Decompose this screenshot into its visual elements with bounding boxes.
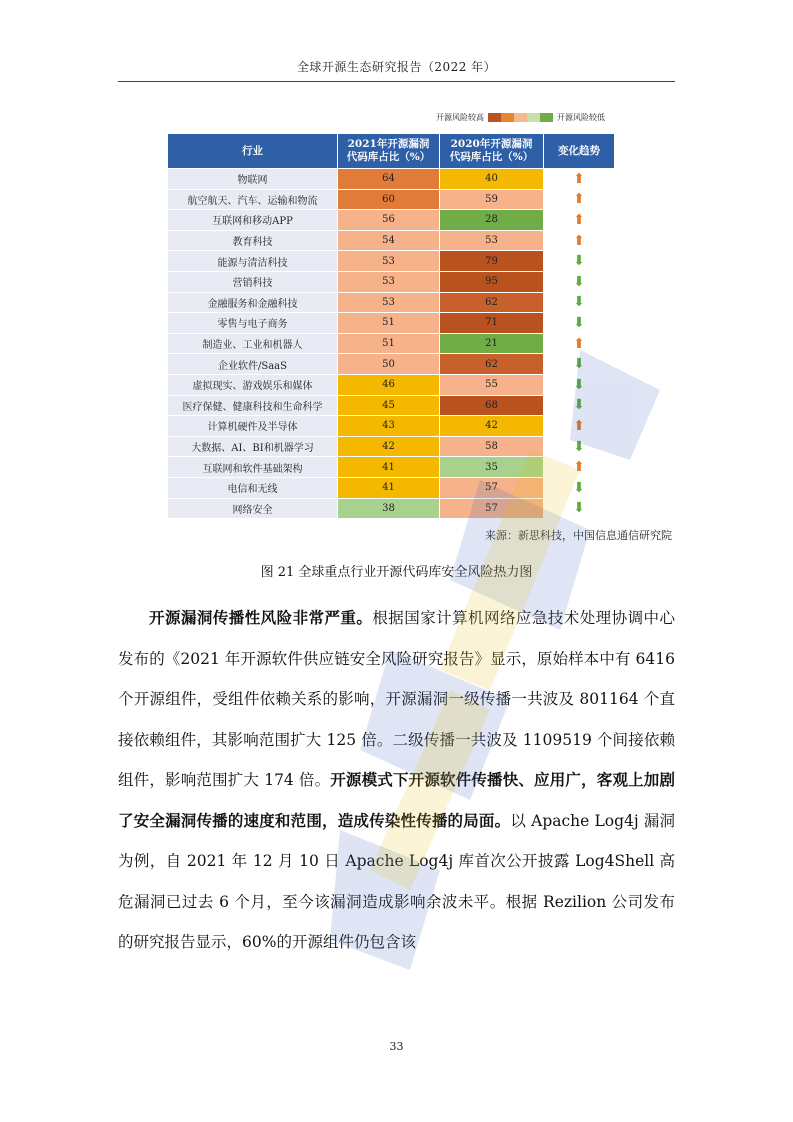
trend-cell bbox=[544, 313, 615, 334]
value-2020-cell: 53 bbox=[440, 230, 544, 251]
paragraph-text: 根据国家计算机网络应急技术处理协调中心发布的《2021 年开源软件供应链安全风险研究报告》显示，原始样本中有 6416 个开源组件，受组件依赖关系的影响，开源漏洞一级传播一共波及 801164 个直接依赖组件，其影响范围扩大 125 倍。二级传播一共波及 1109519 个间接依赖组件，影响范围扩大 174 倍。 bbox=[118, 609, 675, 789]
bold-lead: 开源漏洞传播性风险非常严重。 bbox=[149, 609, 373, 627]
page-number: 33 bbox=[389, 1040, 404, 1053]
industry-cell: 互联网和软件基础架构 bbox=[168, 457, 338, 478]
industry-cell: 航空航天、汽车、运输和物流 bbox=[168, 189, 338, 210]
value-2021-cell: 42 bbox=[338, 436, 440, 457]
trend-cell bbox=[544, 271, 615, 292]
trend-cell bbox=[544, 230, 615, 251]
arrow-down-icon: ⬇ bbox=[573, 438, 585, 455]
legend-swatch bbox=[540, 113, 553, 122]
trend-cell bbox=[544, 189, 615, 210]
header-2020-line1: 2020年开源漏洞 bbox=[450, 138, 533, 150]
value-2021-cell: 64 bbox=[338, 169, 440, 190]
value-2021-cell: 38 bbox=[338, 498, 440, 519]
figure-caption: 图 21 全球重点行业开源代码库安全风险热力图 bbox=[260, 565, 533, 580]
value-2021-cell: 53 bbox=[338, 271, 440, 292]
trend-cell bbox=[544, 354, 615, 375]
value-2021-cell: 50 bbox=[338, 354, 440, 375]
value-2020-cell: 28 bbox=[440, 210, 544, 231]
header-2021-line2: 代码库占比（%） bbox=[346, 151, 431, 163]
table-row bbox=[168, 333, 615, 354]
trend-cell bbox=[544, 416, 615, 437]
value-2020-cell: 21 bbox=[440, 333, 544, 354]
trend-cell bbox=[544, 333, 615, 354]
table-row bbox=[168, 169, 615, 190]
table-row bbox=[168, 292, 615, 313]
legend-swatch bbox=[488, 113, 501, 122]
arrow-down-icon: ⬇ bbox=[573, 314, 585, 331]
trend-cell bbox=[544, 477, 615, 498]
industry-cell: 教育科技 bbox=[168, 230, 338, 251]
table-row bbox=[168, 354, 615, 375]
value-2020-cell: 71 bbox=[440, 313, 544, 334]
header-divider bbox=[118, 81, 675, 82]
risk-heatmap-table bbox=[167, 133, 615, 519]
table-header-row bbox=[168, 134, 615, 169]
arrow-up-icon: ⬆ bbox=[573, 211, 585, 228]
value-2021-cell: 41 bbox=[338, 457, 440, 478]
value-2020-cell: 62 bbox=[440, 354, 544, 375]
table-row bbox=[168, 271, 615, 292]
arrow-down-icon: ⬇ bbox=[573, 500, 585, 517]
value-2020-cell: 57 bbox=[440, 477, 544, 498]
trend-cell bbox=[544, 169, 615, 190]
arrow-up-icon: ⬆ bbox=[573, 417, 585, 434]
header-trend: 变化趋势 bbox=[544, 134, 615, 169]
value-2021-cell: 51 bbox=[338, 313, 440, 334]
table-row bbox=[168, 313, 615, 334]
arrow-up-icon: ⬆ bbox=[573, 459, 585, 476]
arrow-down-icon: ⬇ bbox=[573, 294, 585, 311]
industry-cell: 物联网 bbox=[168, 169, 338, 190]
table-row bbox=[168, 395, 615, 416]
table-row bbox=[168, 251, 615, 272]
value-2020-cell: 42 bbox=[440, 416, 544, 437]
table-row bbox=[168, 436, 615, 457]
arrow-up-icon: ⬆ bbox=[573, 191, 585, 208]
value-2020-cell: 79 bbox=[440, 251, 544, 272]
legend-swatch bbox=[514, 113, 527, 122]
legend-low-label: 开源风险较低 bbox=[557, 112, 605, 122]
industry-cell: 计算机硬件及半导体 bbox=[168, 416, 338, 437]
header-2020-line2: 代码库占比（%） bbox=[449, 151, 534, 163]
industry-cell: 企业软件/SaaS bbox=[168, 354, 338, 375]
table-row bbox=[168, 477, 615, 498]
header-2021 bbox=[338, 134, 440, 169]
header-2021-line1: 2021年开源漏洞 bbox=[347, 138, 430, 150]
industry-cell: 虚拟现实、游戏娱乐和媒体 bbox=[168, 374, 338, 395]
table-row bbox=[168, 189, 615, 210]
legend-swatch bbox=[527, 113, 540, 122]
industry-cell: 营销科技 bbox=[168, 271, 338, 292]
trend-cell bbox=[544, 436, 615, 457]
value-2020-cell: 59 bbox=[440, 189, 544, 210]
page-header: 全球开源生态研究报告（2022 年） bbox=[296, 60, 497, 74]
value-2020-cell: 57 bbox=[440, 498, 544, 519]
value-2020-cell: 62 bbox=[440, 292, 544, 313]
paragraph-text-2: 以 Apache Log4j 漏洞为例，自 2021 年 12 月 10 日 Apache Log4j 库首次公开披露 Log4Shell 高危漏洞已过去 6 个月，至今该漏洞造成影响余波未平。根据 Rezilion 公司发布的研究报告显示，60%的开源组件仍包含该 bbox=[118, 811, 675, 951]
trend-cell bbox=[544, 498, 615, 519]
table-body bbox=[168, 169, 615, 519]
header-industry: 行业 bbox=[168, 134, 338, 169]
industry-cell: 网络安全 bbox=[168, 498, 338, 519]
value-2020-cell: 58 bbox=[440, 436, 544, 457]
value-2021-cell: 51 bbox=[338, 333, 440, 354]
trend-cell bbox=[544, 457, 615, 478]
value-2021-cell: 56 bbox=[338, 210, 440, 231]
table-row bbox=[168, 416, 615, 437]
value-2021-cell: 45 bbox=[338, 395, 440, 416]
industry-cell: 金融服务和金融科技 bbox=[168, 292, 338, 313]
body-paragraph bbox=[118, 598, 675, 963]
arrow-up-icon: ⬆ bbox=[573, 170, 585, 187]
table-row bbox=[168, 457, 615, 478]
industry-cell: 零售与电子商务 bbox=[168, 313, 338, 334]
legend-high-label: 开源风险较高 bbox=[436, 112, 484, 122]
industry-cell: 互联网和移动APP bbox=[168, 210, 338, 231]
risk-legend bbox=[432, 111, 622, 123]
arrow-up-icon: ⬆ bbox=[573, 335, 585, 352]
value-2021-cell: 53 bbox=[338, 292, 440, 313]
paragraph bbox=[118, 598, 675, 963]
arrow-down-icon: ⬇ bbox=[573, 479, 585, 496]
value-2020-cell: 40 bbox=[440, 169, 544, 190]
value-2021-cell: 46 bbox=[338, 374, 440, 395]
header-2020 bbox=[440, 134, 544, 169]
table-row bbox=[168, 498, 615, 519]
industry-cell: 能源与清洁科技 bbox=[168, 251, 338, 272]
legend-swatch bbox=[501, 113, 514, 122]
trend-cell bbox=[544, 210, 615, 231]
trend-cell bbox=[544, 292, 615, 313]
value-2021-cell: 53 bbox=[338, 251, 440, 272]
arrow-down-icon: ⬇ bbox=[573, 253, 585, 270]
industry-cell: 大数据、AI、BI和机器学习 bbox=[168, 436, 338, 457]
arrow-down-icon: ⬇ bbox=[573, 356, 585, 373]
trend-cell bbox=[544, 374, 615, 395]
trend-cell bbox=[544, 395, 615, 416]
table-row bbox=[168, 374, 615, 395]
value-2020-cell: 55 bbox=[440, 374, 544, 395]
trend-cell bbox=[544, 251, 615, 272]
arrow-up-icon: ⬆ bbox=[573, 232, 585, 249]
value-2020-cell: 35 bbox=[440, 457, 544, 478]
table-row bbox=[168, 230, 615, 251]
industry-cell: 制造业、工业和机器人 bbox=[168, 333, 338, 354]
figure-source: 来源：新思科技，中国信息通信研究院 bbox=[485, 529, 672, 542]
legend-swatches bbox=[488, 113, 553, 122]
industry-cell: 医疗保健、健康科技和生命科学 bbox=[168, 395, 338, 416]
industry-cell: 电信和无线 bbox=[168, 477, 338, 498]
value-2021-cell: 60 bbox=[338, 189, 440, 210]
arrow-down-icon: ⬇ bbox=[573, 273, 585, 290]
value-2021-cell: 41 bbox=[338, 477, 440, 498]
value-2020-cell: 95 bbox=[440, 271, 544, 292]
value-2020-cell: 68 bbox=[440, 395, 544, 416]
value-2021-cell: 54 bbox=[338, 230, 440, 251]
value-2021-cell: 43 bbox=[338, 416, 440, 437]
arrow-down-icon: ⬇ bbox=[573, 376, 585, 393]
table-row bbox=[168, 210, 615, 231]
arrow-down-icon: ⬇ bbox=[573, 397, 585, 414]
bold-sentence: 开源模式下开源软件传播快、应用广，客观上加剧了安全漏洞传播的速度和范围，造成传染性传播的局面。 bbox=[118, 771, 675, 830]
